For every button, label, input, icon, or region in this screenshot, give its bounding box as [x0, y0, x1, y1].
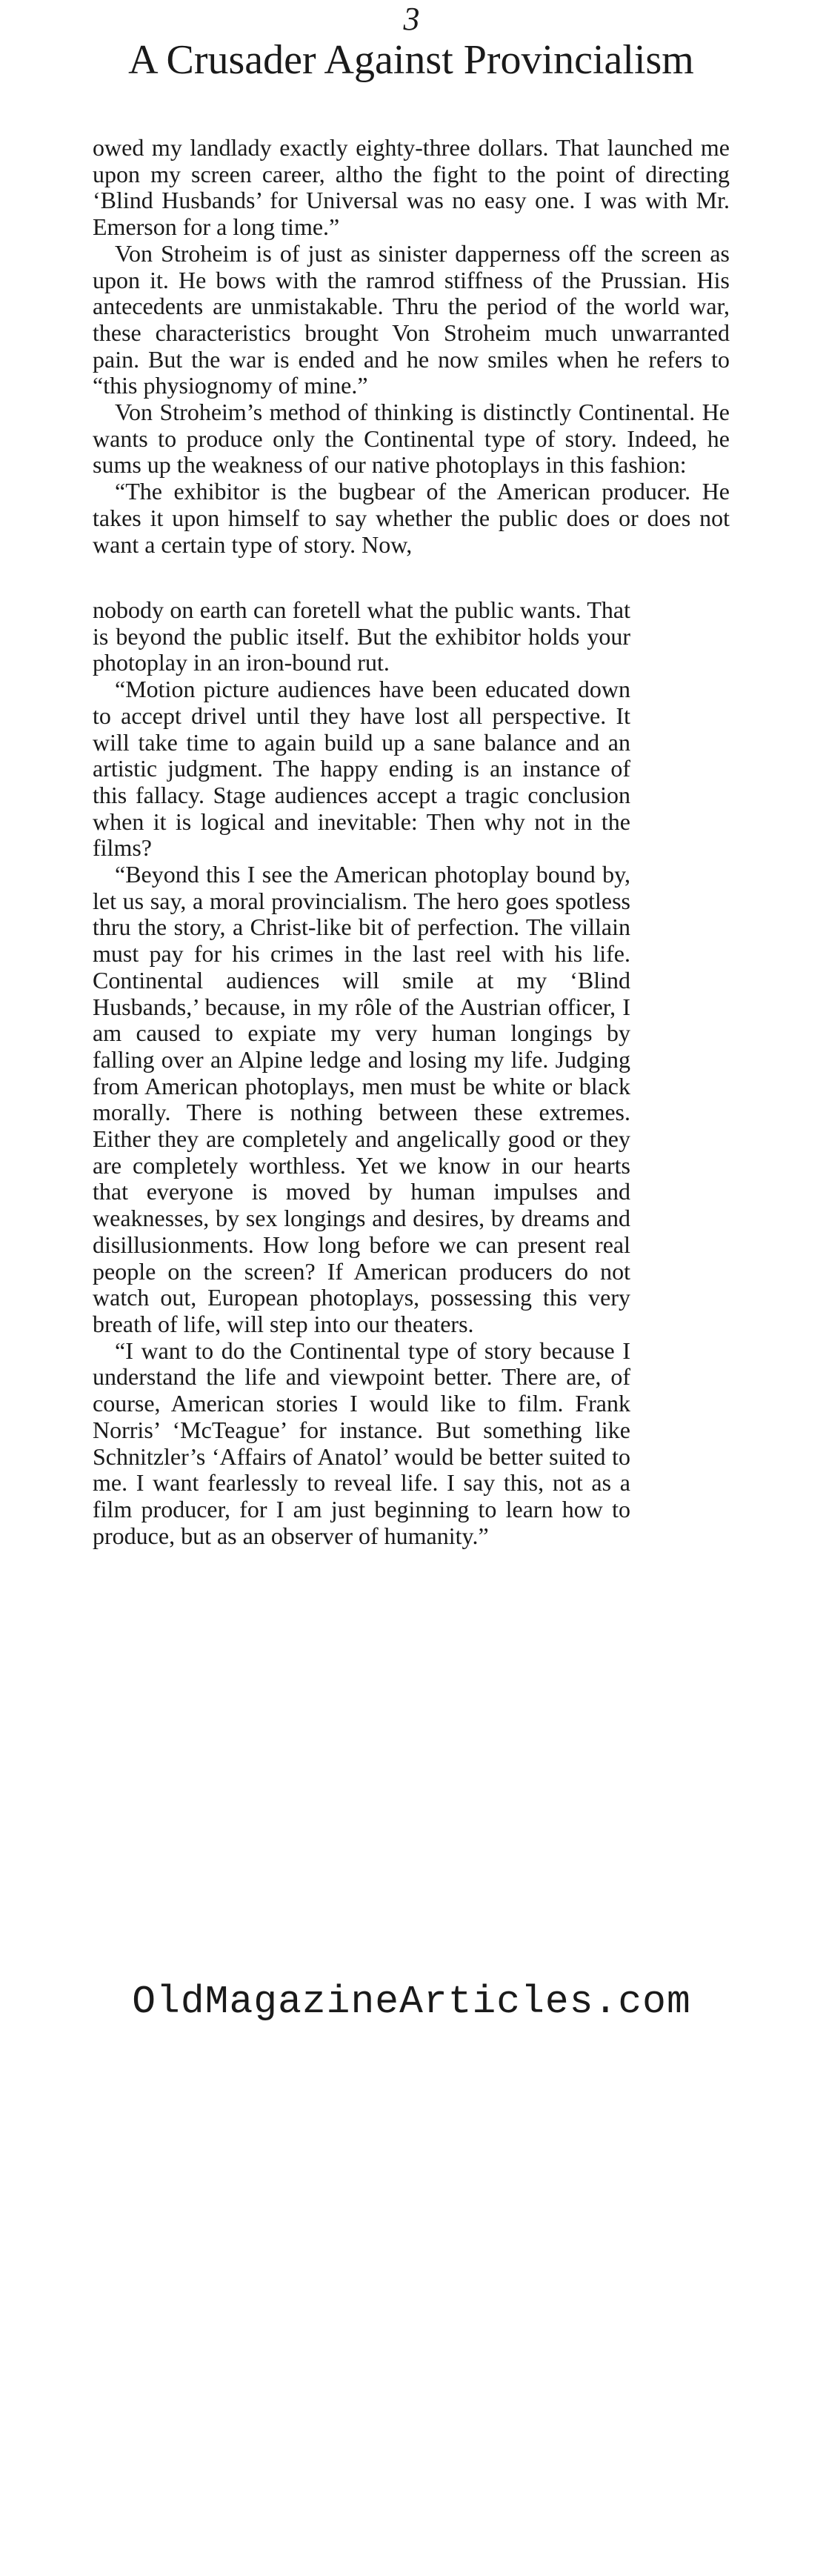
article-body-wide: [93, 135, 730, 558]
paragraph: nobody on earth can foretell what the public wants. That is beyond the public itself. But the exhibitor holds your photoplay in an iron-bound rut.: [93, 596, 630, 676]
paragraph: “Motion picture audiences have been educated down to accept drivel until they have lost all perspective. It will take time to again build up a sane balance and an artistic judgment. The happy ending is an instance of this fallacy. Stage audiences accept a tragic conclusion when it is logical and inevitable: Then why not in the films?: [93, 676, 630, 862]
paragraph: “I want to do the Continental type of story because I understand the life and viewpoint better. There are, of course, American stories I would like to film. Frank Norris’ ‘McTeague’ for instance. But something like Schnitzler’s ‘Affairs of Anatol’ would be better suited to me. I want fearlessly to reveal life. I say this, not as a film producer, for I am just beginning to learn how to produce, but as an observer of humanity.”: [93, 1337, 630, 1549]
paragraph: Von Stroheim’s method of thinking is distinctly Continental. He wants to produce only the Continental type of story. Indeed, he sums up the weakness of our native photoplays in this fashion:: [93, 399, 730, 479]
paragraph: owed my landlady exactly eighty-three dollars. That launched me upon my screen career, altho the fight to the point of directing ‘Blind Husbands’ for Universal was no easy one. I was with Mr. Emerson for a long time.”: [93, 134, 730, 241]
paragraph: Von Stroheim is of just as sinister dapperness off the screen as upon it. He bows with the ramrod stiffness of the Prussian. His antecedents are unmistakable. Thru the period of the world war, these characteristics brought Von Stroheim much unwarranted pain. But the war is ended and he now smiles when he refers to “this physiognomy of mine.”: [93, 239, 730, 399]
page-number: 3: [403, 1, 420, 37]
paragraph: “Beyond this I see the American photoplay bound by, let us say, a moral provincialism. The hero goes spotless thru the story, a Christ-like bit of perfection. The villain must pay for his crimes in the last reel with his life. Continental audiences will smile at my ‘Blind Husbands,’ because, in my rôle of the Austrian officer, I am caused to expiate my very human longings by falling over an Alpine ledge and losing my life. Judging from American photoplays, men must be white or black morally. There is nothing between these extremes. Either they are completely and angelically good or they are completely worthless. Yet we know in our hearts that everyone is moved by human impulses and weaknesses, by sex longings and desires, by dreams and disillusionments. How long before we can present real people on the screen? If American producers do not watch out, European photoplays, possessing this very breath of life, will step into our theaters.: [93, 861, 630, 1337]
paragraph: “The exhibitor is the bugbear of the American producer. He takes it upon himself to say whether the public does or does not want a certain type of story. Now,: [93, 478, 730, 558]
article-title: A Crusader Against Provincialism: [128, 37, 694, 83]
site-footer: OldMagazineArticles.com: [132, 1980, 691, 2024]
article-body-narrow: [93, 597, 630, 1549]
